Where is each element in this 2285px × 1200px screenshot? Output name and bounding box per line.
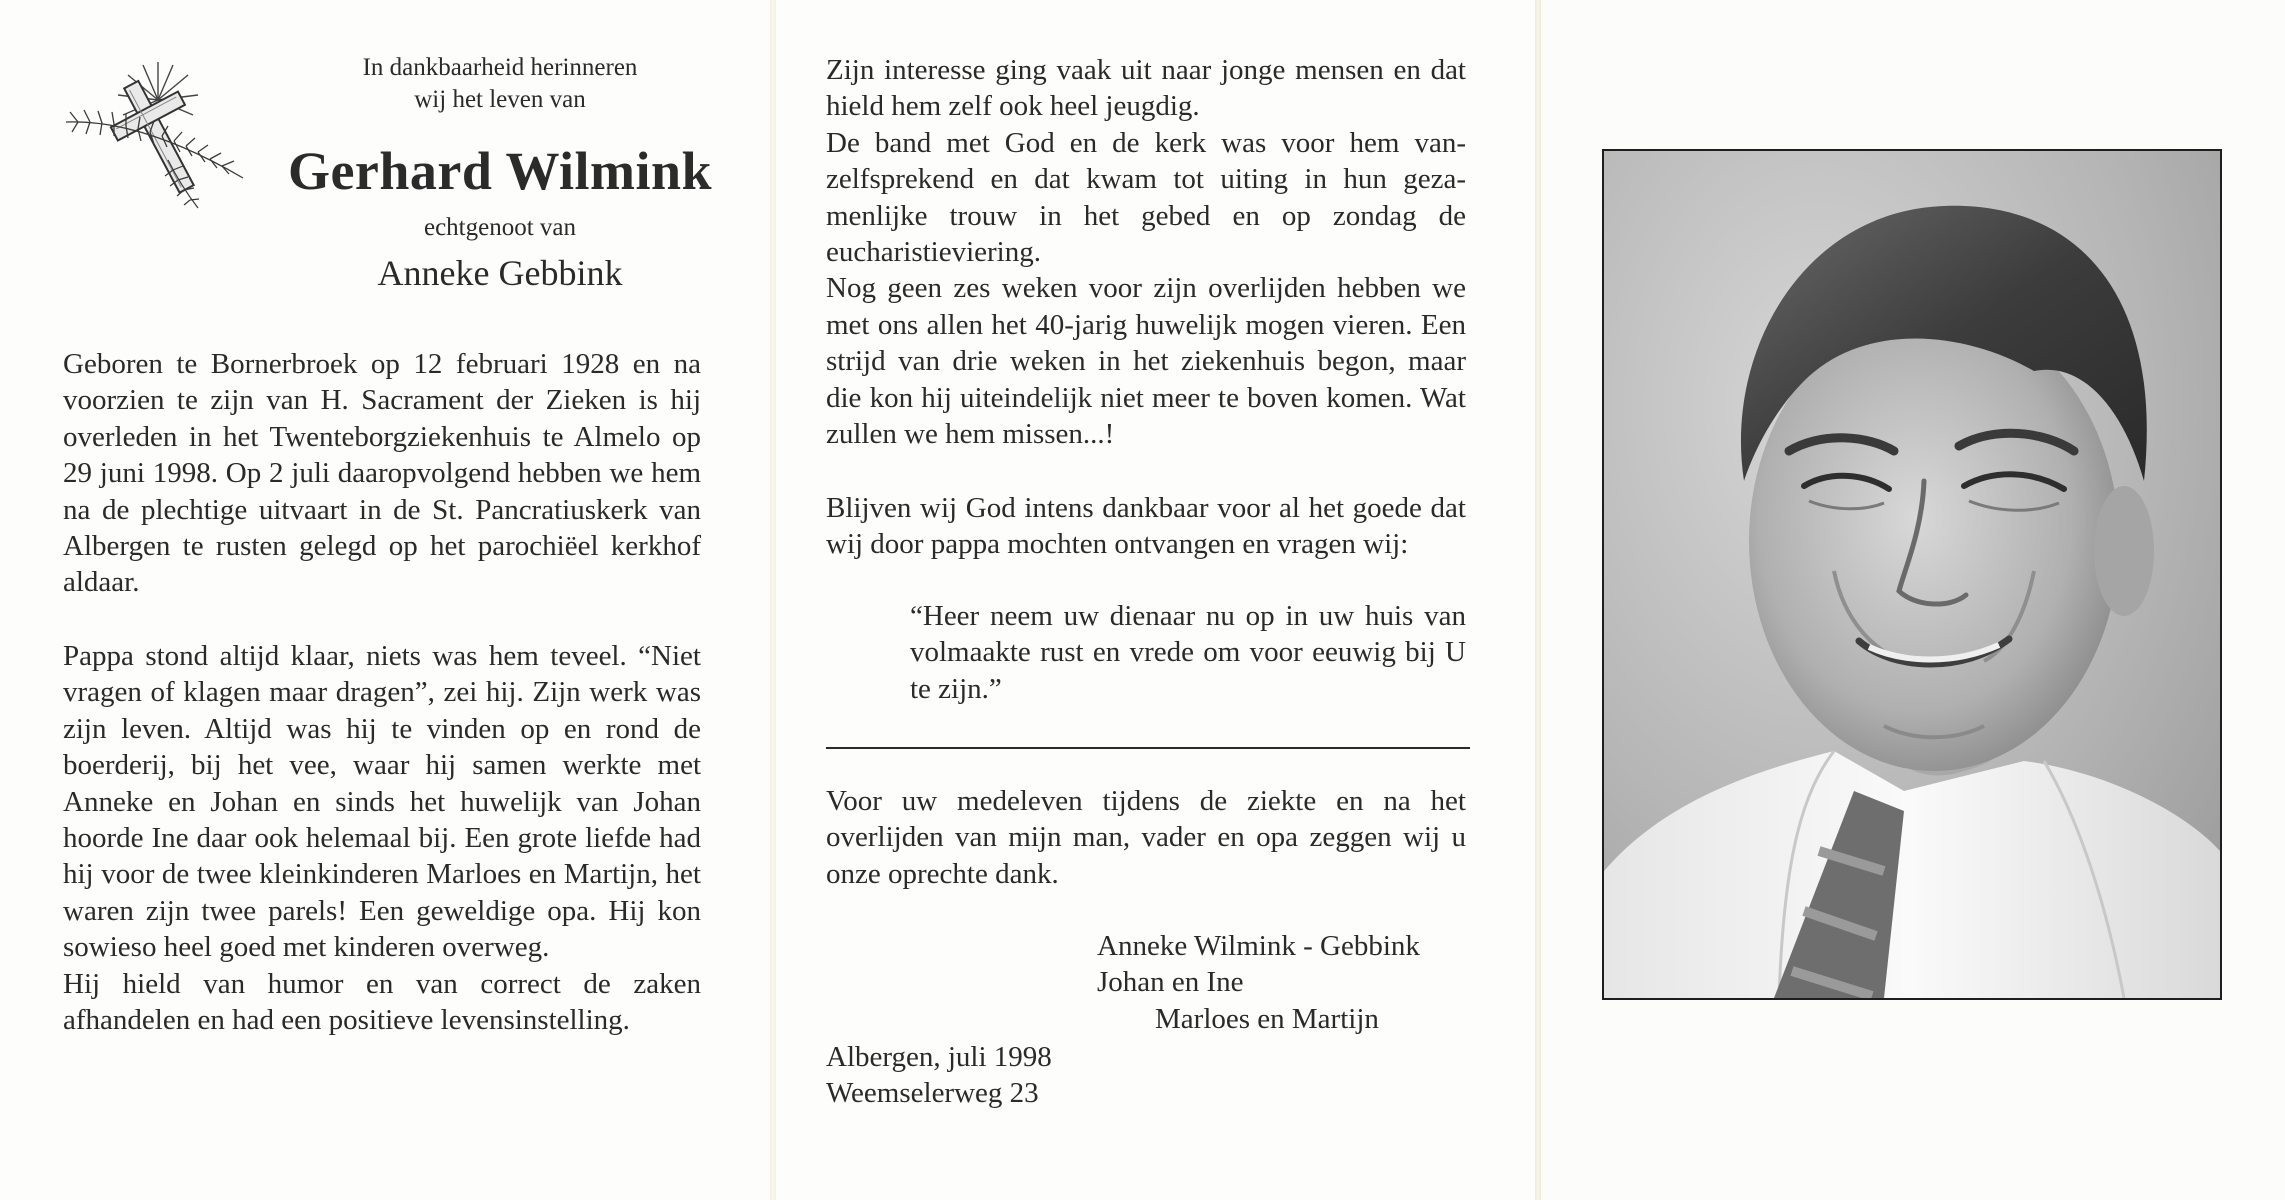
address: Weemselerweg 23 — [826, 1077, 1039, 1109]
character-paragraph: Pappa stond altijd klaar, niets was hem teveel. “Niet vragen of klagen maar dragen”, zei hij. Zijn werk was zijn leven. Altijd was hij te vinden op en rond de boerderij, bij het vee, waar hij samen werkte met Anneke en Johan en sinds het huwelijk van Johan hoorde Ine daar ook helemaal bij. Een grote liefde had hij voor de twee kleinkinderen Marloes en Martijn, het waren zijn twee parels! Een geweldige opa. Hij kon sowieso heel goed met kinderen overweg. — [63, 640, 701, 964]
gratitude-paragraph: Blijven wij God intens dankbaar voor al het goede dat wij door pappa mochten ontvangen en vragen wij: — [826, 492, 1466, 561]
biography-block — [63, 346, 701, 601]
character-block — [63, 638, 701, 1038]
signature-line: Marloes en Martijn — [1155, 1003, 1379, 1035]
portrait-photo — [1602, 149, 2222, 1000]
spouse-label: echtgenoot van — [423, 214, 577, 241]
prayer-quote — [910, 598, 1466, 707]
signature-line: Anneke Wilmink - Gebbink — [1097, 930, 1420, 962]
signature-line: Johan en Ine — [1097, 966, 1244, 998]
gratitude-block — [826, 490, 1466, 563]
reflection-paragraph: Nog geen zes weken voor zijn overlijden hebben we met ons allen het 40-jarig huwelijk mogen vieren. Een strijd van drie weken in het ziekenhuis begon, maar die kon hij uiteindelijk niet meer te boven komen. Wat zullen we hem missen...! — [826, 272, 1466, 451]
spouse-name: Anneke Gebbink — [377, 253, 623, 293]
prayer-text: “Heer neem uw dienaar nu op in uw huis van volmaakte rust en vrede om voor eeuwig bij U te zijn.” — [910, 600, 1466, 705]
character-paragraph: Hij hield van humor en van correct de zaken afhandelen en had een positieve levensinstelling. — [63, 967, 701, 1037]
intro-line: wij het leven van — [414, 86, 586, 113]
place-date: Albergen, juli 1998 — [826, 1041, 1052, 1073]
reflection-paragraph: De band met God en de kerk was voor hem vanzelfsprekend en dat kwam tot uiting in hun gezamenlijke trouw in het gebed en op zondag de eucharistieviering. — [826, 126, 1466, 269]
fold-line — [1535, 0, 1541, 1200]
cross-with-palm-icon — [58, 60, 258, 210]
reflection-paragraph: Zijn interesse ging vaak uit naar jonge mensen en dat hield hem zelf ook heel jeugdig. — [826, 54, 1466, 123]
fold-line — [770, 0, 776, 1200]
portrait-image — [1604, 151, 2220, 998]
biography-paragraph: Geboren te Bornerbroek op 12 februari 1928 en na voorzien te zijn van H. Sacrament der Zieken is hij overleden in het Twenteborgziekenhuis te Almelo op 29 juni 1998. Op 2 juli daaropvolgend hebben we hem na de plechtige uitvaart in de St. Pancratiuskerk van Albergen te rusten gelegd op het parochiëel kerkhof aldaar. — [63, 348, 701, 599]
divider — [826, 747, 1470, 749]
thanks-block — [826, 783, 1466, 892]
thanks-paragraph: Voor uw medeleven tijdens de ziekte en na het overlijden van mijn man, vader en opa zeggen wij u onze oprechte dank. — [826, 785, 1466, 890]
deceased-name: Gerhard Wilmink — [287, 141, 713, 201]
intro-line: In dankbaarheid herinneren — [362, 54, 638, 81]
reflection-block — [826, 52, 1466, 452]
